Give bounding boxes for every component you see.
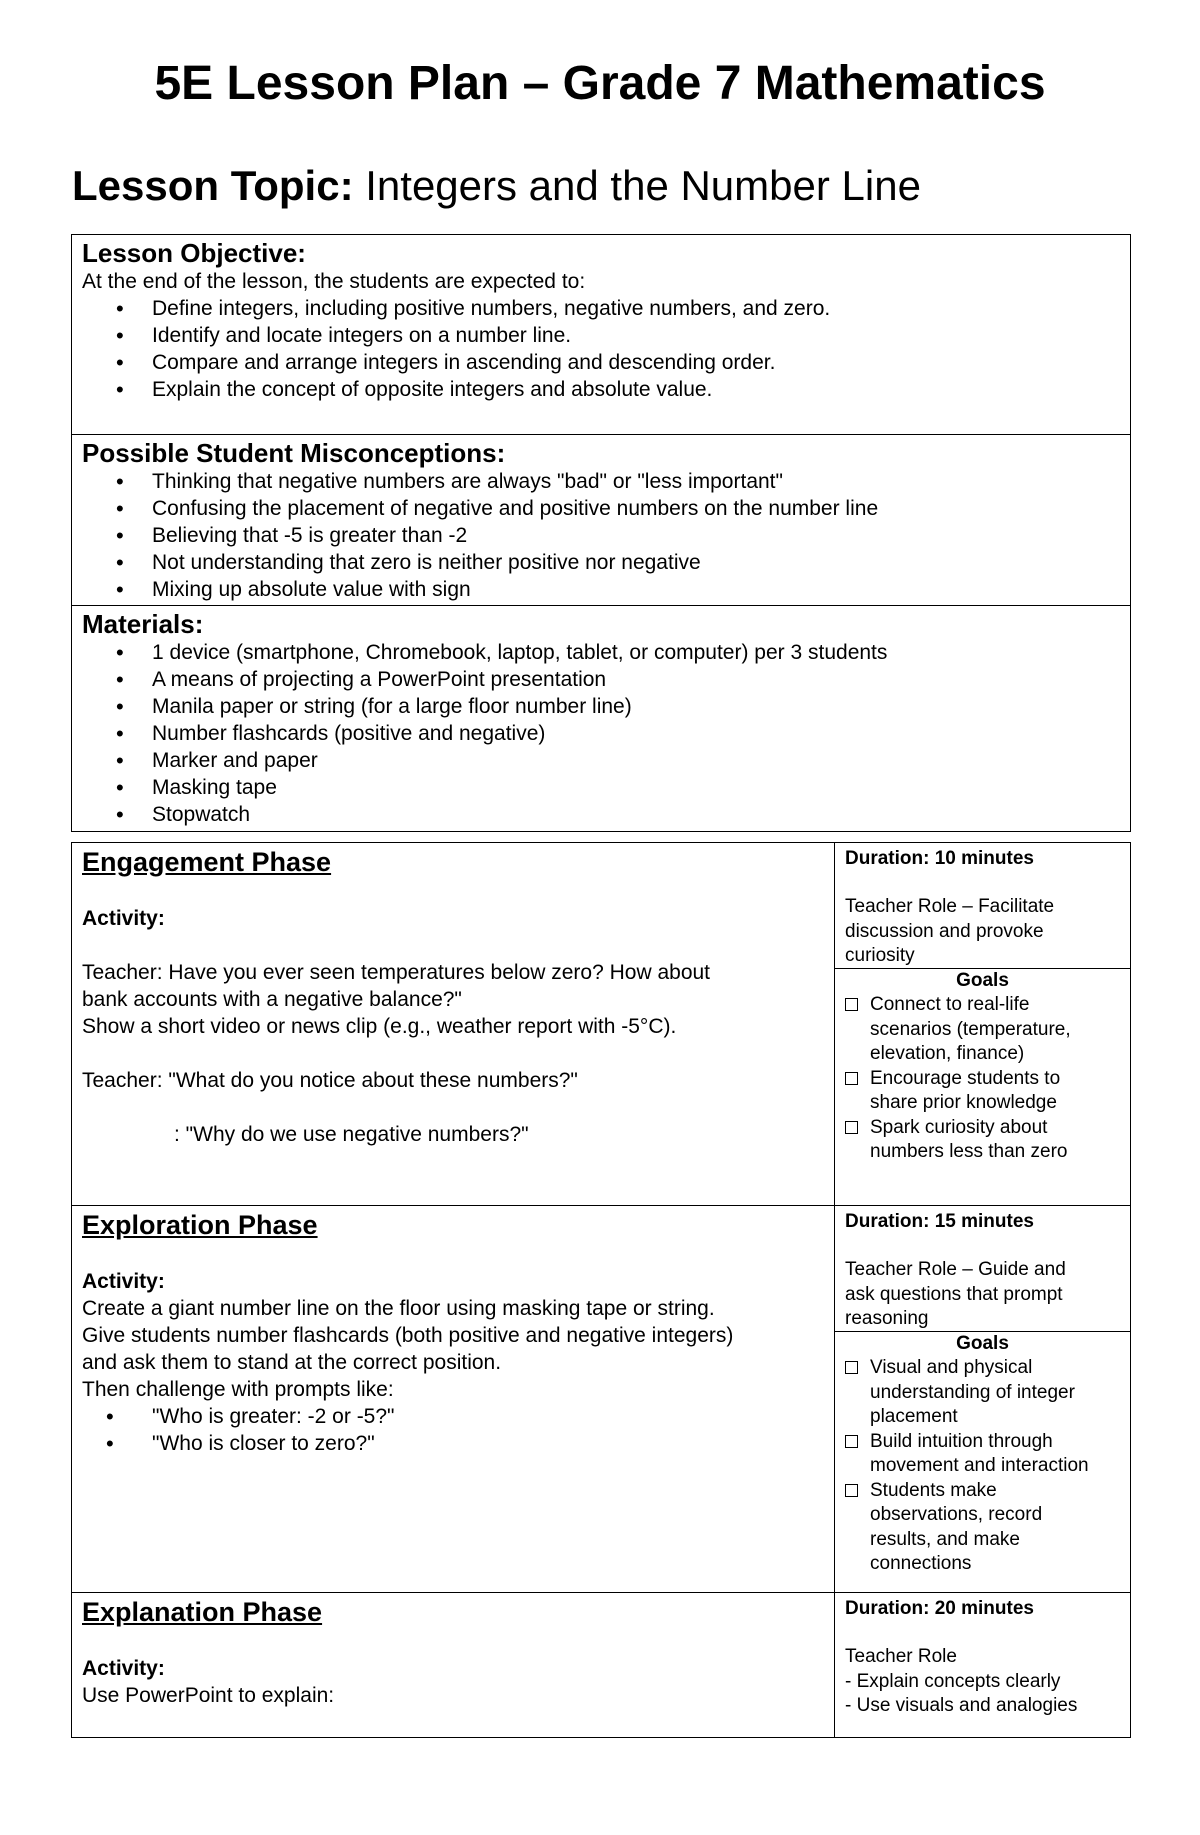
materials-section (72, 606, 1130, 832)
activity-line: and ask them to stand at the correct position. (82, 1351, 502, 1374)
explanation-phase-title: Explanation Phase (82, 1597, 323, 1627)
goal-item: Connect to real-life scenarios (temperature, elevation, finance) (845, 993, 1130, 1067)
engagement-goals (835, 968, 1130, 1205)
engagement-row (72, 843, 1130, 1206)
document-title: 5E Lesson Plan – Grade 7 Mathematics (154, 57, 1046, 110)
checkbox-icon (845, 998, 858, 1011)
teacher-role-line: ask questions that prompt (845, 1283, 1063, 1305)
prompt-list (72, 1403, 834, 1457)
teacher-role-line: Teacher Role – Facilitate (845, 896, 1055, 917)
exploration-row (72, 1206, 1130, 1593)
engagement-phase-title: Engagement Phase (82, 847, 332, 877)
list-item: • A means of projecting a PowerPoint presentation (82, 666, 1130, 693)
topic-label: Lesson Topic: (72, 162, 354, 209)
exploration-phase-title: Exploration Phase (82, 1210, 318, 1240)
list-item: • Confusing the placement of negative and positive numbers on the number line (82, 495, 1130, 522)
goals-heading: Goals (956, 1333, 1009, 1354)
checkbox-icon (845, 1361, 858, 1374)
activity-line: Teacher: "What do you notice about these numbers?" (82, 1069, 578, 1092)
goal-item: Build intuition through movement and interaction (845, 1430, 1130, 1479)
teacher-role-line: curiosity (845, 945, 915, 966)
list-item: • "Who is closer to zero?" (72, 1430, 834, 1457)
list-item: • Believing that -5 is greater than -2 (82, 522, 1130, 549)
list-item: • Manila paper or string (for a large floor number line) (82, 693, 1130, 720)
list-item: • Identify and locate integers on a number line. (82, 322, 1130, 349)
list-item: • Explain the concept of opposite integers and absolute value. (82, 376, 1130, 403)
list-item: • Not understanding that zero is neither positive nor negative (82, 549, 1130, 576)
materials-heading: Materials: (82, 609, 204, 639)
exploration-activity-cell (72, 1206, 835, 1592)
teacher-role-line: - Explain concepts clearly (845, 1670, 1061, 1692)
list-item: • Compare and arrange integers in ascending and descending order. (82, 349, 1130, 376)
teacher-role-line: Teacher Role – Guide and (845, 1259, 1066, 1280)
materials-list (82, 639, 1130, 828)
explanation-activity-cell (72, 1593, 835, 1737)
activity-label: Activity: (82, 907, 165, 930)
engagement-duration: Duration: 10 minutes (845, 848, 1034, 869)
list-item: • Masking tape (82, 774, 1130, 801)
explanation-row (72, 1593, 1130, 1737)
list-item: • Define integers, including positive numbers, negative numbers, and zero. (82, 295, 1130, 322)
activity-line: bank accounts with a negative balance?" (82, 988, 462, 1011)
goals-heading: Goals (956, 970, 1009, 991)
activity-line: : "Why do we use negative numbers?" (174, 1123, 529, 1146)
teacher-role-line: Teacher Role (845, 1646, 957, 1667)
overview-table (71, 234, 1131, 832)
teacher-role-line: - Use visuals and analogies (845, 1695, 1078, 1716)
topic-value: Integers and the Number Line (353, 162, 921, 209)
checkbox-icon (845, 1484, 858, 1497)
checkbox-icon (845, 1121, 858, 1134)
teacher-role-line: reasoning (845, 1308, 929, 1329)
goal-item: Spark curiosity about numbers less than zero (845, 1116, 1130, 1165)
activity-line: Then challenge with prompts like: (82, 1378, 394, 1401)
misconceptions-list (82, 468, 1130, 603)
engagement-activity-cell (72, 843, 835, 1205)
activity-label: Activity: (82, 1270, 165, 1293)
objective-intro: At the end of the lesson, the students are expected to: (82, 270, 586, 293)
list-item: • 1 device (smartphone, Chromebook, laptop, tablet, or computer) per 3 students (82, 639, 1130, 666)
activity-line: Give students number flashcards (both positive and negative integers) (82, 1324, 734, 1347)
exploration-info-cell (835, 1206, 1130, 1592)
list-item: • Number flashcards (positive and negative) (82, 720, 1130, 747)
activity-line: Show a short video or news clip (e.g., weather report with -5°C). (82, 1015, 677, 1038)
list-item: • Stopwatch (82, 801, 1130, 828)
teacher-role-line: discussion and provoke (845, 920, 1044, 942)
exploration-duration: Duration: 15 minutes (845, 1211, 1034, 1232)
activity-line: Create a giant number line on the floor using masking tape or string. (82, 1297, 715, 1320)
misconceptions-section (72, 435, 1130, 606)
activity-label: Activity: (82, 1657, 165, 1680)
list-item: • Mixing up absolute value with sign (82, 576, 1130, 603)
activity-line: Teacher: Have you ever seen temperatures below zero? How about (82, 961, 711, 984)
objective-heading: Lesson Objective: (82, 238, 306, 268)
activity-line: Use PowerPoint to explain: (82, 1684, 335, 1707)
list-item: • Thinking that negative numbers are always "bad" or "less important" (82, 468, 1130, 495)
goal-item: Visual and physical understanding of integer placement (845, 1356, 1130, 1430)
exploration-goals (835, 1331, 1130, 1592)
explanation-info-cell (835, 1593, 1130, 1737)
list-item: • Marker and paper (82, 747, 1130, 774)
misconceptions-heading: Possible Student Misconceptions: (82, 438, 506, 468)
goal-item: Students make observations, record results, and make connections (845, 1479, 1130, 1577)
list-item: • "Who is greater: -2 or -5?" (72, 1403, 834, 1430)
explanation-duration: Duration: 20 minutes (845, 1598, 1034, 1619)
objective-section (72, 235, 1130, 435)
goal-item: Encourage students to share prior knowledge (845, 1067, 1130, 1116)
checkbox-icon (845, 1072, 858, 1085)
objective-list (82, 295, 1130, 403)
engagement-info-cell (835, 843, 1130, 1205)
phases-table (71, 842, 1131, 1738)
checkbox-icon (845, 1435, 858, 1448)
lesson-topic (72, 161, 921, 211)
